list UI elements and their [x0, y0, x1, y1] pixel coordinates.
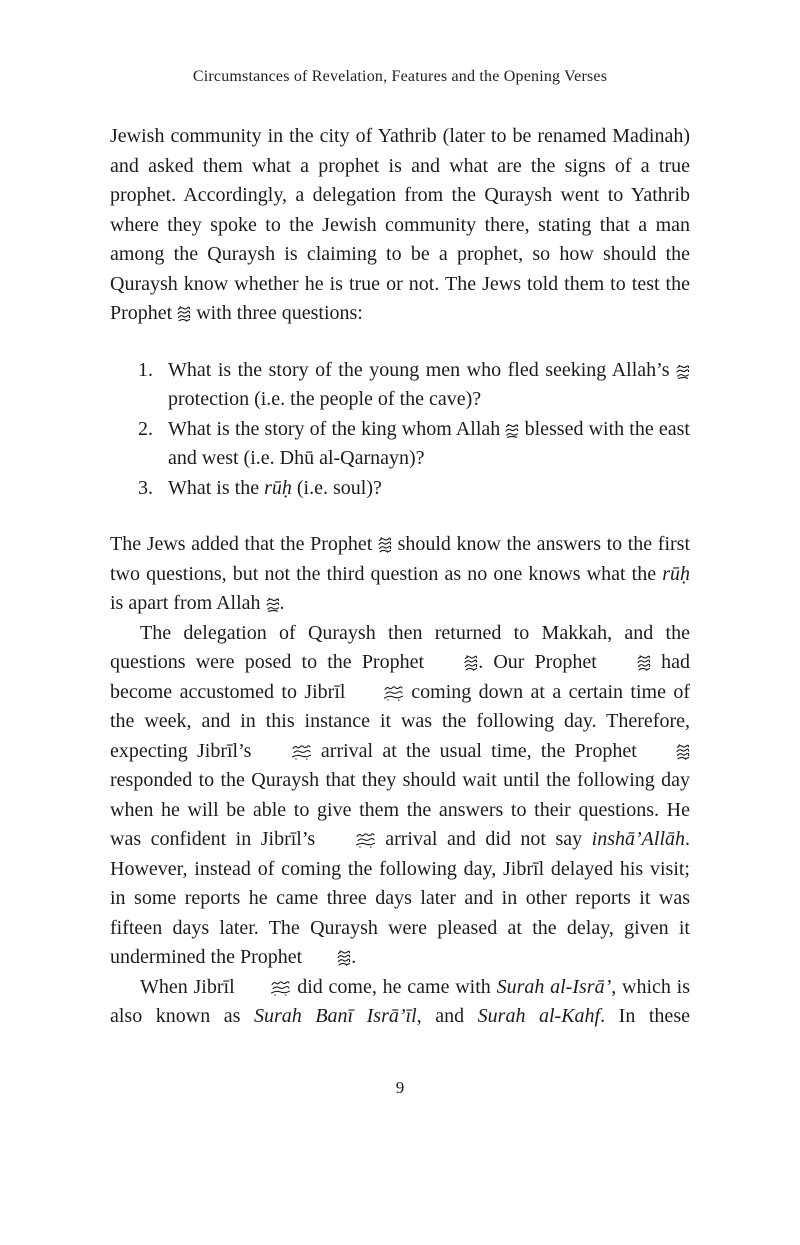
question-list	[110, 356, 690, 504]
italic-text-run: inshā’Allāh	[591, 828, 686, 850]
list-item-text	[168, 474, 690, 504]
text-run: The delegation of Quraysh then returned to Makkah, and the questions were posed to the Prophet	[110, 621, 690, 673]
honorific-saw-icon	[307, 949, 351, 966]
honorific-as-icon	[240, 980, 291, 996]
honorific-jj-icon	[676, 364, 690, 379]
text-run: with three questions:	[191, 302, 363, 324]
honorific-saw-icon	[177, 305, 191, 322]
honorific-saw-icon	[607, 654, 651, 671]
text-run: The Jews added that the Prophet	[110, 533, 378, 555]
list-item-text	[168, 356, 690, 415]
text-run: protection (i.e. the people of the cave)?	[168, 388, 482, 410]
list-item-text	[168, 415, 690, 474]
list-number: 3.	[138, 476, 153, 499]
honorific-as-icon	[325, 832, 376, 848]
text-run: Jewish community in the city of Yathrib (later to be renamed Madinah) and asked them what a prophet is and what are the signs of a true prophet. Accordingly, a delegation from the Quraysh went to Yathrib where they spoke to the Jewish community there, stating that a man among the Quraysh is claiming to be a prophet, so how should the Quraysh know whether he is true or not. The Jews told them to test the Prophet	[110, 125, 690, 324]
text-run: should know the answers to the first two questions, but not the third question as no one knows what the	[110, 533, 690, 585]
honorific-saw-icon	[646, 743, 690, 760]
list-item	[138, 474, 690, 504]
text-run: did come, he came with	[291, 975, 497, 998]
italic-text-run: rūḥ	[662, 562, 690, 585]
paragraph	[110, 122, 690, 329]
text-run: . Our Prophet	[478, 651, 607, 673]
text-run: is apart from Allah	[110, 592, 266, 614]
honorific-jj-icon	[266, 597, 280, 612]
list-item	[138, 356, 690, 415]
text-run: . In these	[600, 1005, 690, 1027]
honorific-jj-icon	[505, 423, 519, 438]
honorific-as-icon	[353, 685, 404, 701]
honorific-saw-icon	[378, 536, 392, 553]
paragraph	[110, 530, 690, 619]
text-run: (i.e. soul)?	[291, 476, 382, 499]
text-run: What is the	[168, 476, 265, 499]
honorific-saw-icon	[434, 654, 478, 671]
text-run: , and	[416, 1005, 478, 1027]
text-run: What is the story of the king whom Allah	[168, 417, 506, 440]
list-item	[138, 415, 690, 474]
text-run: , which is also known as	[110, 975, 690, 1027]
text-run: When Jibrīl	[140, 975, 241, 998]
italic-text-run: rūḥ	[264, 476, 292, 499]
text-run: . However, instead of coming the following day, Jibrīl delayed his visit; in some reports he came three days later and in other reports it was fifteen days later. The Quraysh were pleased at the delay, given it undermined the Prophet	[110, 828, 691, 968]
list-number: 1.	[138, 358, 153, 381]
paragraph	[110, 619, 690, 973]
running-header: Circumstances of Revelation, Features and the Opening Verses	[192, 68, 608, 85]
paragraph	[110, 973, 690, 1032]
text-run: .	[279, 592, 285, 614]
text-run: arrival and did not say	[375, 828, 592, 850]
text-run: blessed with the east and west (i.e. Dhū al-Qarnayn)?	[168, 417, 690, 469]
list-number: 2.	[138, 417, 153, 440]
text-run: arrival at the usual time, the Prophet	[311, 739, 647, 762]
text-run: coming down at a certain time of the week, and in this instance it was the following day. Therefore, expecting Jibrīl’s	[110, 680, 690, 762]
text-run: .	[351, 946, 357, 968]
italic-text-run: Surah al-Kahf	[477, 1005, 601, 1027]
text-run: What is the story of the young men who fled seeking Allah’s	[168, 358, 676, 381]
text-run: had become accustomed to Jibrīl	[110, 651, 690, 703]
page-number: 9	[395, 1077, 405, 1097]
italic-text-run: Surah Banī Isrā’īl	[253, 1005, 417, 1027]
text-run: responded to the Quraysh that they should wait until the following day when he will be able to give them the answers to their questions. He was confident in Jibrīl’s	[110, 769, 690, 850]
honorific-as-icon	[261, 744, 312, 760]
italic-text-run: Surah al-Isrā’	[496, 975, 612, 998]
body-text	[110, 122, 690, 1032]
